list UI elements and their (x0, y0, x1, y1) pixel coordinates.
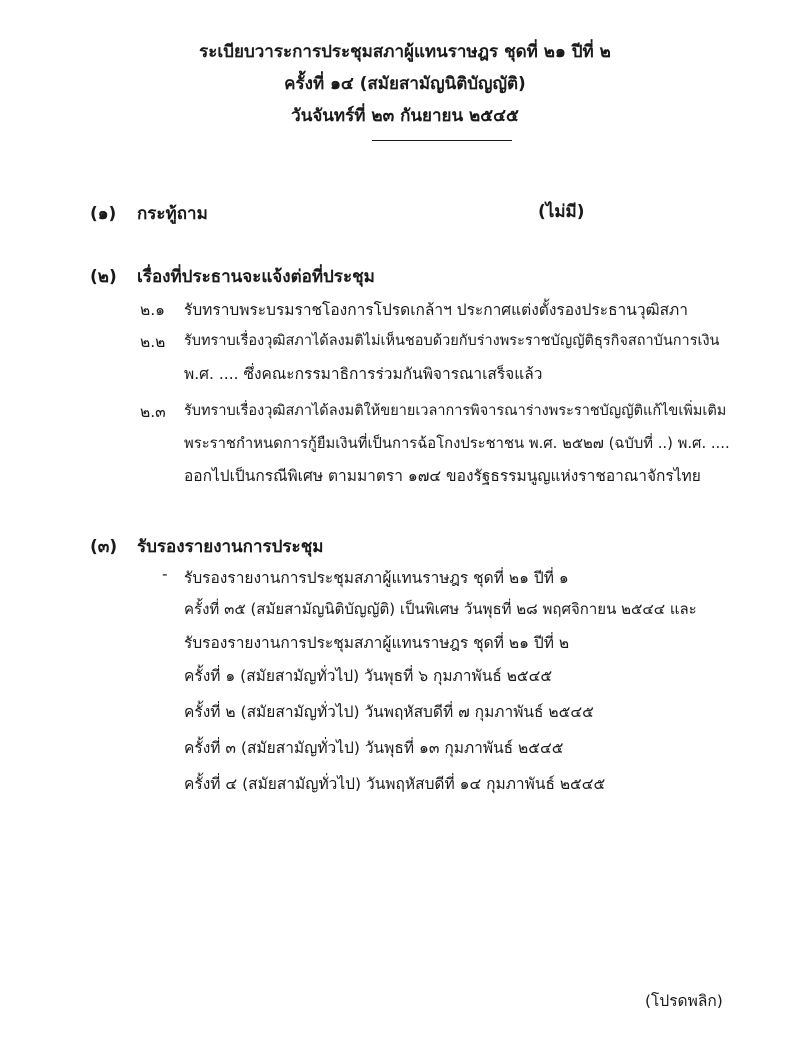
item-2-1-text: รับทราบพระบรมราชโองการโปรดเกล้าฯ ประกาศแต่งตั้งรองประธานวุฒิสภา (184, 301, 688, 319)
item-2-2-number: ๒.๒ (140, 333, 166, 351)
section3-number: (๓) (90, 537, 118, 557)
item-2-2-text-line2: พ.ศ. .... ซึ่งคณะกรรมาธิการร่วมกันพิจารณาเสร็จแล้ว (184, 365, 543, 383)
section2-number: (๒) (90, 267, 117, 287)
turn-page-note: (โปรดพลิก) (645, 992, 723, 1010)
item-2-2-text-line1: รับทราบเรื่องวุฒิสภาได้ลงมติไม่เห็นชอบด้วยกับร่างพระราชบัญญัติธุรกิจสถาบันการเงิน (184, 333, 720, 349)
item-2-3-text-line3: ออกไปเป็นกรณีพิเศษ ตามมาตรา ๑๗๔ ของรัฐธรรมนูญแห่งราชอาณาจักรไทย (184, 467, 701, 485)
agenda-title: ระเบียบวาระการประชุมสภาผู้แทนราษฎร ชุดที่ ๒๑ ปีที่ ๒ (199, 42, 611, 62)
minutes-line-7: ครั้งที่ ๔ (สมัยสามัญทั่วไป) วันพฤหัสบดีที่ ๑๔ กุมภาพันธ์ ๒๕๔๕ (184, 775, 606, 793)
minutes-line-2: ครั้งที่ ๓๕ (สมัยสามัญนิติบัญญัติ) เป็นพิเศษ วันพุธที่ ๒๘ พฤศจิกายน ๒๕๔๔ และ (184, 600, 697, 618)
minutes-line-5: ครั้งที่ ๒ (สมัยสามัญทั่วไป) วันพฤหัสบดีที่ ๗ กุมภาพันธ์ ๒๕๔๕ (184, 703, 594, 721)
section3-title: รับรองรายงานการประชุม (137, 537, 324, 557)
minutes-line-1: รับรองรายงานการประชุมสภาผู้แทนราษฎร ชุดที่ ๒๑ ปีที่ ๑ (184, 569, 569, 587)
section1-status: (ไม่มี) (538, 202, 585, 222)
item-2-3-text-line1: รับทราบเรื่องวุฒิสภาได้ลงมติให้ขยายเวลาการพิจารณาร่างพระราชบัญญัติแก้ไขเพิ่มเติม (184, 403, 727, 419)
section2-title: เรื่องที่ประธานจะแจ้งต่อที่ประชุม (137, 267, 375, 287)
section3-bullet: - (162, 565, 168, 583)
meeting-date: วันจันทร์ที่ ๒๓ กันยายน ๒๕๔๕ (291, 106, 519, 126)
section1-title: กระทู้ถาม (137, 204, 208, 224)
item-2-1-number: ๒.๑ (140, 301, 165, 319)
item-2-3-text-line2: พระราชกำหนดการกู้ยืมเงินที่เป็นการฉ้อโกงประชาชน พ.ศ. ๒๕๒๗ (ฉบับที่ ..) พ.ศ. .... (184, 435, 730, 452)
minutes-line-6: ครั้งที่ ๓ (สมัยสามัญทั่วไป) วันพุธที่ ๑๓ กุมภาพันธ์ ๒๕๔๕ (184, 739, 564, 757)
minutes-line-3: รับรองรายงานการประชุมสภาผู้แทนราษฎร ชุดที่ ๒๑ ปีที่ ๒ (184, 634, 570, 652)
minutes-line-4: ครั้งที่ ๑ (สมัยสามัญทั่วไป) วันพุธที่ ๖ กุมภาพันธ์ ๒๕๔๕ (184, 667, 553, 685)
meeting-number: ครั้งที่ ๑๔ (สมัยสามัญนิติบัญญัติ) (284, 74, 526, 94)
section1-number: (๑) (90, 204, 117, 224)
header-divider (372, 140, 512, 141)
item-2-3-number: ๒.๓ (140, 403, 166, 421)
